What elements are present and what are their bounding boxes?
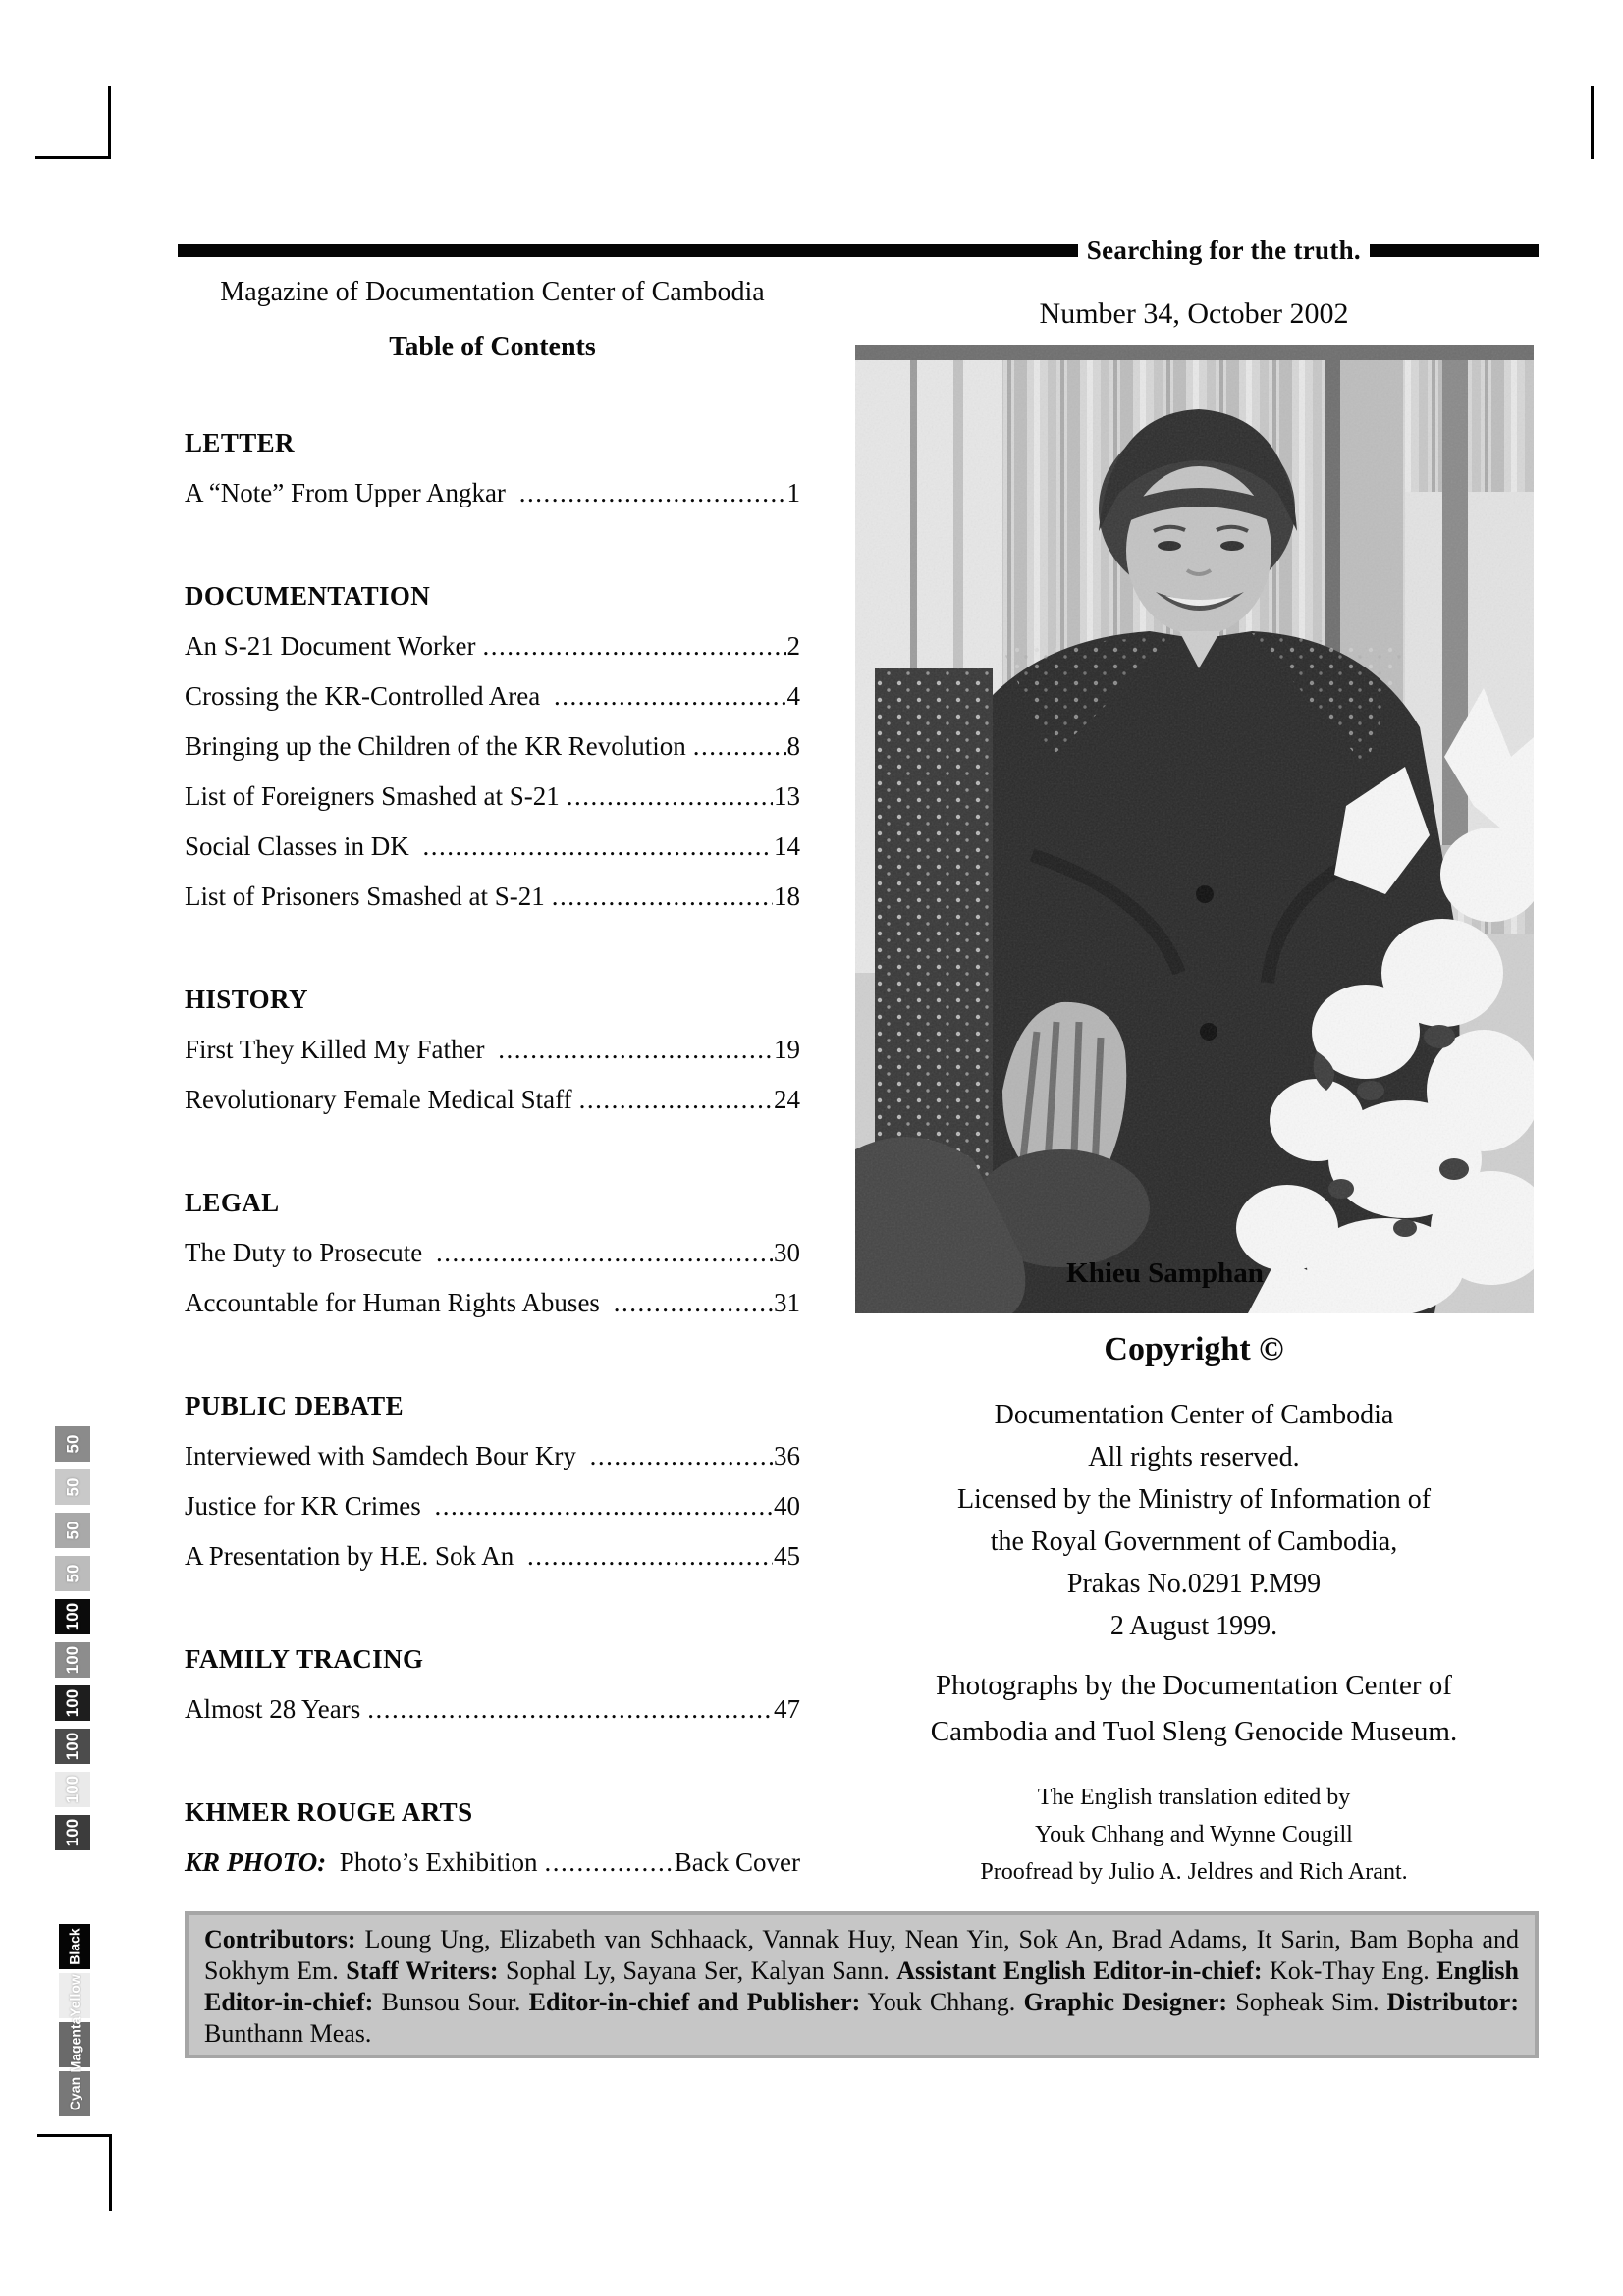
toc-entry-title: An S-21 Document Worker	[185, 631, 476, 661]
toc-section	[185, 975, 800, 1125]
toc-entry-page: 18	[774, 881, 800, 911]
translation-line: The English translation edited by	[1037, 1785, 1351, 1810]
contributor-role-label: Distributor:	[1386, 1988, 1519, 2016]
crop-mark-top-left-vertical	[108, 86, 111, 159]
toc-entry	[185, 1075, 800, 1125]
translation-credit	[850, 1779, 1538, 1891]
toc-dot-leader	[367, 1684, 773, 1735]
toc-entry-page: 47	[774, 1694, 800, 1724]
contributor-role-label: Contributors:	[204, 1925, 356, 1953]
toc-entry-title: List of Prisoners Smashed at S-21	[185, 881, 545, 911]
toc-section	[185, 1178, 800, 1328]
table-of-contents	[185, 418, 800, 1941]
contributor-role-label: English Editor-in-chief:	[204, 1956, 1520, 2016]
toc-entry	[185, 1228, 800, 1278]
toc-entry-title: Bringing up the Children of the KR Revolution	[185, 731, 686, 761]
toc-entry-page: 13	[774, 781, 800, 811]
toc-entry-title: Revolutionary Female Medical Staff	[185, 1085, 572, 1114]
contributors-box	[185, 1911, 1539, 2058]
toc-entry	[185, 1684, 800, 1735]
crop-mark-bottom-left-vertical	[109, 2134, 112, 2211]
toc-entry	[185, 822, 800, 872]
copyright-line: 2 August 1999.	[1109, 1611, 1278, 1641]
photo-credit	[850, 1663, 1538, 1755]
calibration-patch-yellow	[59, 1973, 90, 2018]
toc-entry-page: 2	[786, 631, 800, 661]
toc-section-heading: KHMER ROUGE ARTS	[185, 1797, 473, 1827]
toc-entry	[185, 772, 800, 822]
calibration-patch-label: 50	[62, 1521, 81, 1540]
calibration-patch-100	[55, 1729, 90, 1764]
copyright-lines	[850, 1394, 1538, 1647]
toc-heading-title: Table of Contents	[389, 332, 596, 362]
copyright-line: the Royal Government of Cambodia,	[990, 1526, 1398, 1557]
calibration-patch-50	[55, 1426, 90, 1462]
toc-entry	[185, 1431, 800, 1481]
toc-entry-page: Back Cover	[674, 1847, 800, 1877]
translation-line: Proofread by Julio A. Jeldres and Rich Arant.	[980, 1859, 1408, 1885]
copyright-line: All rights reserved.	[1088, 1442, 1300, 1472]
toc-entry-title: Accountable for Human Rights Abuses	[185, 1288, 607, 1317]
toc-section	[185, 1788, 800, 1888]
toc-dot-leader	[545, 1838, 674, 1888]
toc-entry	[185, 1278, 800, 1328]
toc-dot-leader	[483, 621, 786, 671]
photo-credit-line: Photographs by the Documentation Center of	[936, 1670, 1452, 1701]
toc-entry	[185, 1838, 800, 1888]
calibration-patch-label: 50	[62, 1434, 81, 1454]
calibration-patch-label: 50	[62, 1564, 81, 1583]
toc-entry-page: 14	[774, 831, 800, 861]
toc-entry-page: 8	[786, 731, 800, 761]
calibration-patch-label: Yellow	[67, 1974, 83, 2017]
calibration-patch-label: 100	[63, 1688, 81, 1718]
toc-dot-leader	[552, 872, 773, 922]
copyright-line: Licensed by the Ministry of Information of	[956, 1484, 1432, 1515]
toc-entry	[185, 721, 800, 772]
toc-entry	[185, 1481, 800, 1531]
toc-dot-leader	[434, 1481, 773, 1531]
toc-dot-leader	[590, 1431, 773, 1481]
photo-illustration	[855, 345, 1534, 1313]
photo-caption: Khieu Samphan	[1066, 1257, 1264, 1289]
toc-entry-page: 30	[774, 1238, 800, 1267]
toc-dot-leader	[423, 822, 774, 872]
copyright-title: Copyright ©	[1104, 1331, 1284, 1367]
toc-entry-page: 24	[774, 1085, 800, 1114]
toc-section-heading: DOCUMENTATION	[185, 581, 431, 611]
crop-mark-bottom-left-horizontal	[37, 2134, 112, 2137]
toc-section-heading: LETTER	[185, 428, 295, 457]
toc-entry-page: 19	[774, 1035, 800, 1064]
calibration-patch-label: Magenta	[67, 2016, 83, 2073]
toc-entry	[185, 1531, 800, 1581]
toc-entry-page: 45	[774, 1541, 800, 1571]
toc-entry-title: First They Killed My Father	[185, 1035, 492, 1064]
magazine-subtitle: Magazine of Documentation Center of Cambodia	[220, 277, 765, 307]
calibration-patch-label: 100	[63, 1645, 81, 1675]
calibration-patch-label: Black	[67, 1928, 83, 1965]
calibration-patch-label: 100	[63, 1602, 81, 1631]
copyright-line: Documentation Center of Cambodia	[994, 1400, 1394, 1430]
print-density-strip	[55, 1426, 90, 1858]
toc-dot-leader	[527, 1531, 773, 1581]
toc-entry-title: Social Classes in DK	[185, 831, 416, 861]
toc-section-heading: PUBLIC DEBATE	[185, 1391, 404, 1420]
toc-entry-page: 4	[786, 681, 800, 711]
calibration-patch-cyan	[59, 2071, 90, 2116]
banner-rule-left	[178, 244, 1078, 257]
toc-dot-leader	[693, 721, 786, 772]
toc-entry	[185, 671, 800, 721]
toc-entry-title: KR PHOTO: Photo’s Exhibition	[185, 1847, 538, 1877]
toc-entry-title: Crossing the KR-Controlled Area	[185, 681, 547, 711]
print-ink-strip	[59, 1924, 90, 2120]
toc-dot-leader	[498, 1025, 773, 1075]
toc-entry-title: Interviewed with Samdech Bour Kry	[185, 1441, 583, 1470]
toc-entry	[185, 872, 800, 922]
toc-section	[185, 418, 800, 518]
calibration-patch-50	[55, 1513, 90, 1548]
toc-dot-leader	[614, 1278, 773, 1328]
calibration-patch-100	[55, 1772, 90, 1807]
photo-credit-line: Cambodia and Tuol Sleng Genocide Museum.	[930, 1716, 1458, 1747]
toc-entry-title: A “Note” From Upper Angkar	[185, 478, 513, 507]
banner-slogan: Searching for the truth.	[1086, 235, 1361, 265]
crop-mark-top-right-vertical	[1591, 86, 1594, 159]
toc-entry-title: List of Foreigners Smashed at S-21	[185, 781, 560, 811]
toc-entry	[185, 1025, 800, 1075]
calibration-patch-label: 100	[63, 1775, 81, 1804]
toc-entry-page: 36	[774, 1441, 800, 1470]
calibration-patch-100	[55, 1685, 90, 1721]
calibration-patch-100	[55, 1815, 90, 1850]
calibration-patch-label: Cyan	[67, 2076, 83, 2111]
toc-entry-title: The Duty to Prosecute	[185, 1238, 429, 1267]
toc-dot-leader	[567, 772, 773, 822]
translation-line: Youk Chhang and Wynne Cougill	[1035, 1822, 1353, 1847]
toc-entry-title: A Presentation by H.E. Sok An	[185, 1541, 520, 1571]
toc-section	[185, 571, 800, 922]
calibration-patch-100	[55, 1642, 90, 1678]
toc-entry-page: 40	[774, 1491, 800, 1521]
toc-dot-leader	[519, 468, 786, 518]
toc-entry-title-italic: KR PHOTO:	[185, 1847, 327, 1877]
toc-entry-title: Almost 28 Years	[185, 1694, 361, 1724]
toc-dot-leader	[579, 1075, 773, 1125]
calibration-patch-black	[59, 1924, 90, 1969]
masthead-banner	[178, 236, 1539, 265]
calibration-patch-label: 100	[63, 1818, 81, 1847]
toc-section-heading: LEGAL	[185, 1188, 280, 1217]
copyright-line: Prakas No.0291 P.M99	[1066, 1569, 1322, 1599]
toc-dot-leader	[554, 671, 786, 721]
banner-rule-right	[1370, 244, 1539, 257]
toc-entry	[185, 468, 800, 518]
toc-entry-page: 31	[774, 1288, 800, 1317]
toc-dot-leader	[436, 1228, 773, 1278]
toc-section	[185, 1634, 800, 1735]
calibration-patch-50	[55, 1556, 90, 1591]
toc-entry	[185, 621, 800, 671]
calibration-patch-50	[55, 1469, 90, 1505]
contributors-text: Contributors: Loung Ung, Elizabeth van Schhaack, Vannak Huy, Nean Yin, Sok An, Brad Adams, It Sarin, Bam Bopha and Sokhym Em. Staff Writers: Sophal Ly, Sayana Ser, Kalyan Sann. Assistant English Editor-in-chief: Kok-Thay Eng. English Editor-in-chief: Bunsou Sour. Editor-in-chief and Publisher: Youk Chhang. Graphic Designer: Sopheak Sim. Distributor: Bunthann Meas.	[204, 1925, 1520, 2048]
contributor-role-label: Editor-in-chief and Publisher:	[528, 1988, 861, 2016]
calibration-patch-magenta	[59, 2016, 90, 2073]
toc-section-heading: HISTORY	[185, 985, 308, 1014]
toc-entry-title: Justice for KR Crimes	[185, 1491, 428, 1521]
crop-mark-top-left-horizontal	[35, 156, 111, 159]
cover-photo	[855, 345, 1534, 1313]
contributor-role-label: Graphic Designer:	[1023, 1988, 1228, 2016]
calibration-patch-100	[55, 1599, 90, 1634]
contributor-role-label: Assistant English Editor-in-chief:	[896, 1956, 1263, 1985]
toc-section	[185, 1381, 800, 1581]
issue-number: Number 34, October 2002	[1039, 297, 1349, 330]
contributor-role-label: Staff Writers:	[346, 1956, 499, 1985]
toc-entry-page: 1	[786, 478, 800, 507]
calibration-patch-label: 100	[63, 1732, 81, 1761]
calibration-patch-label: 50	[62, 1477, 81, 1497]
toc-section-heading: FAMILY TRACING	[185, 1644, 424, 1674]
